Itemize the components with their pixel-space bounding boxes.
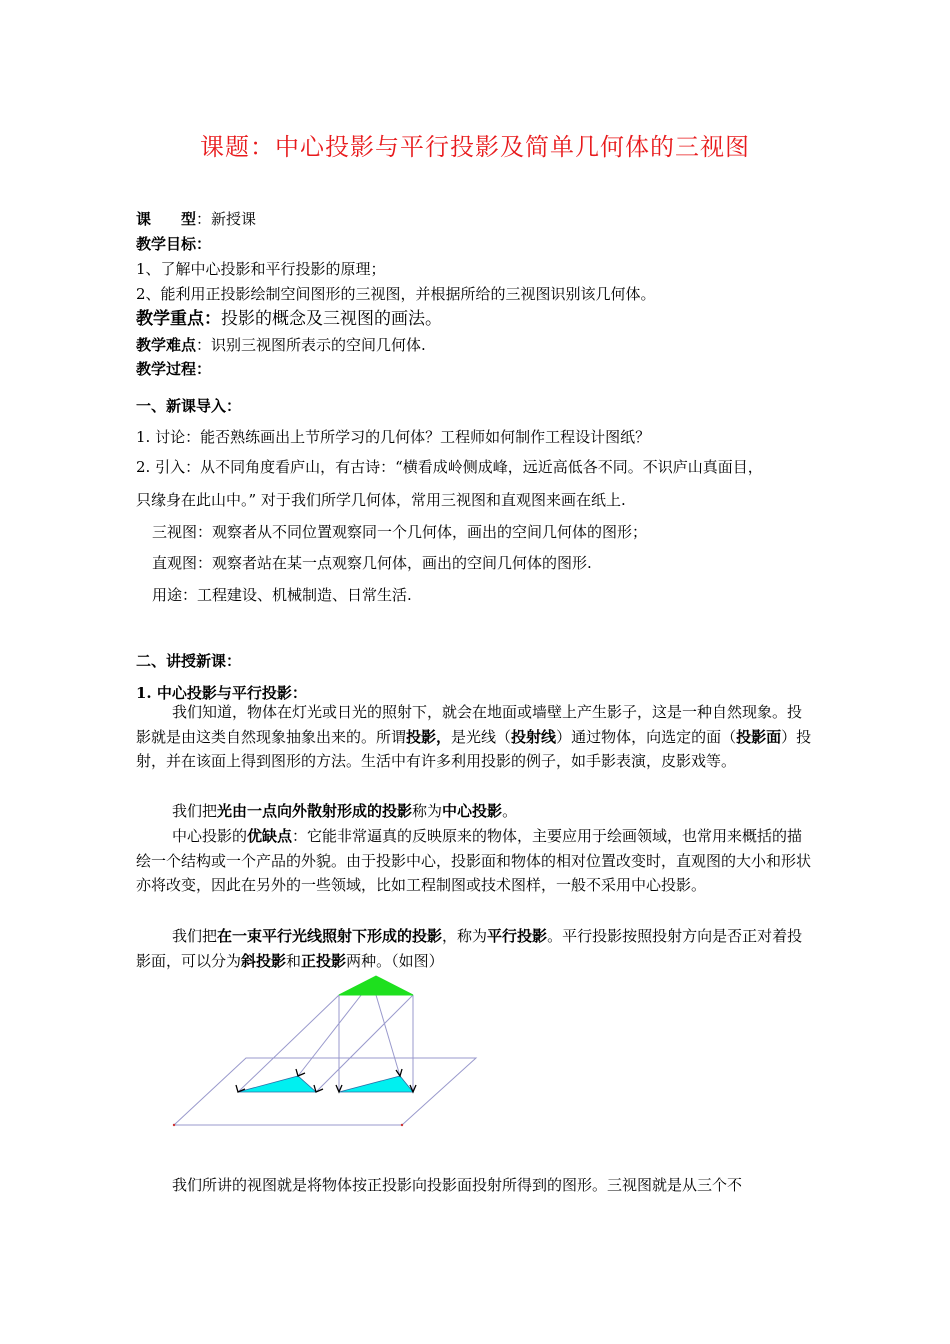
p1-text-3: ）通过物体，向选定的面（ [556,727,737,746]
goal-2: 2、能利用正投影绘制空间图形的三视图，并根据所给的三视图识别该几何体。 [136,285,656,303]
orthogonal-ray-2 [376,995,400,1076]
object-triangle [339,976,413,995]
orthogonal-shadow-triangle [339,1076,413,1092]
p4-text-3: 。平行投影按照投射方向是否正对着投影面，可以分为 [136,927,803,970]
last-line: 我们所讲的视图就是将物体按正投影向投影面投射所得到的图形。三视图就是从三个不 [172,1176,743,1194]
p1-bold-2: 投射线 [511,727,557,746]
p1-text-1: 我们知道，物体在灯光或日光的照射下，就会在地面或墙壁上产生影子，这是一种自然现象。投影就是由这类自然现象抽象出来的。所谓 [136,703,803,746]
p2-text-2: 称为 [412,802,443,820]
key-point-label: 教学重点： [136,309,221,329]
p4-text-4: 和 [286,951,302,970]
projection-plane [174,1058,476,1125]
goals-heading: 教学目标： [136,235,212,253]
three-view-definition: 三视图：观察者从不同位置观察同一个几何体，画出的空间几何体的图形； [152,523,648,541]
intro-item-2a: 2. 引入：从不同角度看庐山，有古诗：“横看成岭侧成峰，远近高低各不同。不识庐山真面目， [136,458,763,476]
usage-line: 用途：工程建设、机械制造、日常生活. [152,586,412,604]
p1-bold-1: 投影， [406,727,452,746]
p3-text-1: 中心投影的 [172,827,248,845]
section-1-heading: 一、新课导入： [136,397,242,415]
plane-corner-dot [173,1124,175,1126]
p4-bold-3: 斜投影 [241,951,287,970]
plane-corner-dot [401,1124,403,1126]
p2-bold-1: 光由一点向外散射形成的投影 [217,802,413,820]
subsection-1-heading: 1. 中心投影与平行投影： [136,684,307,702]
p2-text-1: 我们把 [172,802,218,820]
lesson-type-value: ：新授课 [196,210,257,228]
process-heading: 教学过程： [136,360,212,378]
p3-bold-1: 优缺点 [247,827,293,845]
p3-text-2: ：它能非常逼真的反映原来的物体，主要应用于绘画领域，也常用来概括的描绘一个结构或一个产品的外貌。由于投影中心，投影面和物体的相对位置改变时，直观图的大小和形状亦将改变，因此在另外的一些领域，比如工程制图或技术图样，一般不采用中心投影。 [136,827,812,894]
intro-item-1: 1. 讨论：能否熟练画出上节所学习的几何体？工程师如何制作工程设计图纸？ [136,428,651,446]
p1-text-4: ）投射，并在该面上得到图形的方法。生活中有许多利用投影的例子，如手影表演，皮影戏等。 [136,727,812,770]
p1-bold-3: 投影面 [736,727,782,746]
difficulty-text: ：识别三视图所表示的空间几何体. [196,336,426,354]
difficulty-label: 教学难点 [136,336,197,354]
p1-text-2: 是光线（ [451,727,512,746]
p4-bold-4: 正投影 [301,951,347,970]
p2-bold-2: 中心投影 [442,802,503,820]
p4-text-5: 两种。（如图） [346,951,444,970]
page-title: 课题：中心投影与平行投影及简单几何体的三视图 [200,133,750,161]
p4-text-2: ，称为 [442,927,488,945]
intro-item-2b: 只缘身在此山中。” 对于我们所学几何体，常用三视图和直观图来画在纸上. [136,491,626,509]
p4-text-1: 我们把 [172,927,218,945]
key-point-text: 投影的概念及三视图的画法。 [221,309,442,329]
p2-text-3: 。 [502,802,518,820]
goal-1: 1、了解中心投影和平行投影的原理； [136,260,386,278]
p4-bold-1: 在一束平行光线照射下形成的投影 [217,927,443,945]
p4-bold-2: 平行投影 [487,927,548,945]
oblique-shadow-triangle [238,1076,316,1092]
direct-view-definition: 直观图：观察者站在某一点观察几何体，画出的空间几何体的图形. [152,554,592,572]
section-2-heading: 二、讲授新课： [136,652,242,670]
lesson-type-label: 课 型 [136,210,197,228]
